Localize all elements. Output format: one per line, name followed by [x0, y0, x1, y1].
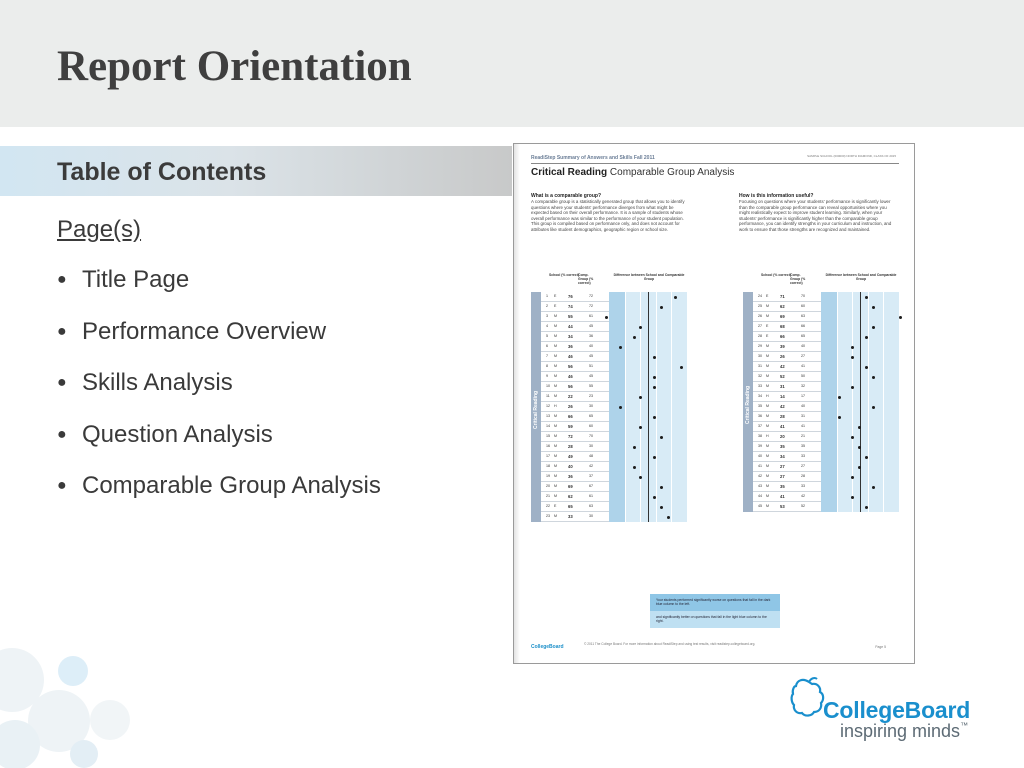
table-cell: 52	[780, 374, 785, 379]
table-cell: 29	[758, 344, 762, 348]
difference-dot	[653, 456, 656, 459]
difference-dot	[872, 306, 875, 309]
toc-item	[57, 266, 381, 318]
bullet-icon: ●	[57, 425, 67, 443]
difference-dot	[660, 506, 663, 509]
table-cell: 72	[589, 294, 593, 298]
difference-dot	[653, 376, 656, 379]
table-cell: 34	[568, 334, 573, 339]
trademark-mark: ™	[960, 721, 969, 730]
table-cell: 46	[568, 374, 573, 379]
table-cell: 23	[546, 514, 550, 518]
table-cell: 31	[758, 364, 762, 368]
table-cell: 14	[780, 394, 785, 399]
toc-item	[57, 421, 381, 473]
table-cell: M	[554, 474, 557, 478]
table-cell: 44	[568, 324, 573, 329]
difference-dot	[660, 306, 663, 309]
decor-circle	[90, 700, 130, 740]
table-cell: 8	[546, 364, 548, 368]
table-cell: 70	[589, 434, 593, 438]
table-cell: 62	[568, 494, 573, 499]
table-cell: 53	[780, 504, 785, 509]
decor-circle	[70, 740, 98, 768]
table-cell: 42	[780, 364, 785, 369]
table-cell: 26	[780, 354, 785, 359]
table-cell: M	[554, 324, 557, 328]
table-cell: M	[554, 314, 557, 318]
table-cell: 28	[801, 474, 805, 478]
table-cell: M	[554, 424, 557, 428]
toc-item	[57, 318, 381, 370]
table-cell: 33	[801, 484, 805, 488]
table-cell: 69	[568, 484, 573, 489]
table-cell: 42	[780, 404, 785, 409]
toc-item-label: Title Page	[82, 266, 190, 293]
table-cell: 42	[758, 474, 762, 478]
difference-dot	[619, 346, 622, 349]
table-cell: 43	[758, 484, 762, 488]
difference-dot	[660, 436, 663, 439]
table-cell: M	[554, 494, 557, 498]
table-cell: 17	[546, 454, 550, 458]
doc-paragraph-2: Focusing on questions where your students' performance is significantly lower than the comparable group performance can reveal opportunities where you might realistically expect to improve student learning. Similarly, when your students' performance is significantly higher than the comparable group performance, you can identify strengths in your curriculum and instruction, and work to ensure that those strengths are recognized and maintained.	[739, 199, 892, 232]
doc-paragraph-1: A comparable group is a statistically generated group that allows you to identify questions where your students' performance diverges from what might be expected based on their overall performance. It is a sample of students whose overall performance was similar to the performance of your student population. This group is compiled based on performance only, and does not account for attributes like student demographics, geographic region or school size.	[531, 199, 685, 232]
table-cell: 3	[546, 314, 548, 318]
difference-dot	[858, 466, 861, 469]
table-cell: 13	[546, 414, 550, 418]
table-cell: M	[554, 394, 557, 398]
table-cell: 18	[546, 464, 550, 468]
table-cell: 69	[780, 314, 785, 319]
toc-item-label: Question Analysis	[82, 420, 273, 448]
table-cell: E	[766, 334, 769, 338]
table-cell: 22	[546, 504, 550, 508]
table-cell: 49	[568, 454, 573, 459]
table-cell: 27	[758, 324, 762, 328]
table-cell: 63	[801, 314, 805, 318]
table-cell: 10	[546, 384, 550, 388]
bullet-icon: ●	[57, 322, 67, 340]
toc-item-label: Performance Overview	[82, 317, 327, 345]
table-cell: 39	[758, 444, 762, 448]
col-head-school: School (% correct)	[549, 273, 579, 277]
table-cell: 19	[546, 474, 550, 478]
difference-dot	[653, 386, 656, 389]
table-cell: M	[766, 484, 769, 488]
bullet-icon: ●	[57, 477, 67, 494]
table-cell: 30	[589, 404, 593, 408]
table-cell: 4	[546, 324, 548, 328]
table-cell: 67	[589, 484, 593, 488]
table-cell: 35	[780, 484, 785, 489]
table-cell: M	[766, 414, 769, 418]
table-cell: E	[766, 294, 769, 298]
table-cell: M	[554, 484, 557, 488]
table-cell: 39	[780, 344, 785, 349]
table-cell: 60	[589, 424, 593, 428]
table-cell: 9	[546, 374, 548, 378]
table-cell: M	[766, 454, 769, 458]
table-cell: 16	[546, 444, 550, 448]
table-cell: 11	[546, 394, 550, 398]
table-side-label: Critical Reading	[745, 385, 751, 424]
table-cell: 51	[589, 364, 593, 368]
table-cell: 41	[780, 424, 785, 429]
table-cell: E	[554, 294, 557, 298]
table-cell: 41	[801, 424, 805, 428]
toc-item	[57, 472, 381, 524]
table-cell: 46	[568, 354, 573, 359]
toc-item	[57, 369, 381, 421]
table-cell: 17	[801, 394, 805, 398]
table-cell: 2	[546, 304, 548, 308]
table-cell: 23	[589, 394, 593, 398]
difference-dot	[865, 366, 868, 369]
table-cell: 31	[801, 414, 805, 418]
difference-dot	[865, 456, 868, 459]
difference-dot	[605, 316, 608, 319]
table-cell: M	[766, 344, 769, 348]
doc-school-info: SAMPLE SCHOOL (000000) NORTH DIAMOND, CLASS OF 2015	[807, 154, 896, 158]
table-cell: 44	[758, 494, 762, 498]
table-cell: 30	[758, 354, 762, 358]
table-cell: 52	[801, 504, 805, 508]
table-cell: M	[766, 424, 769, 428]
table-cell: 45	[589, 374, 593, 378]
row-divider	[541, 521, 609, 522]
difference-dot	[653, 356, 656, 359]
table-cell: 33	[758, 384, 762, 388]
doc-question-1: What is a comparable group?	[531, 193, 602, 199]
table-cell: 27	[801, 354, 805, 358]
table-cell: 20	[780, 434, 785, 439]
table-cell: 37	[589, 474, 593, 478]
table-cell: 31	[780, 384, 785, 389]
table-cell: M	[766, 384, 769, 388]
table-cell: 59	[568, 424, 573, 429]
table-cell: 27	[801, 464, 805, 468]
table-cell: M	[554, 414, 557, 418]
table-cell: 27	[780, 474, 785, 479]
table-cell: M	[766, 374, 769, 378]
table-cell: 42	[801, 494, 805, 498]
col-head-comp: Comp. Group (% correct)	[578, 273, 594, 285]
table-cell: 26	[568, 404, 573, 409]
table-cell: 33	[568, 514, 573, 519]
table-cell: 56	[568, 384, 573, 389]
table-cell: M	[766, 314, 769, 318]
doc-heading	[531, 167, 734, 178]
table-cell: 27	[780, 464, 785, 469]
table-cell: 50	[801, 374, 805, 378]
legend-light-text: and significantly better on questions that fall in the light blue column to the right.	[656, 615, 767, 623]
table-cell: 34	[780, 454, 785, 459]
table-cell: 26	[758, 314, 762, 318]
table-cell: 38	[758, 434, 762, 438]
legend-dark-text: Your students performed significantly worse on questions that fall in the dark blue column to the left.	[656, 598, 771, 606]
table-cell: 28	[758, 334, 762, 338]
table-cell: 71	[780, 294, 785, 299]
difference-dot	[838, 416, 841, 419]
table-cell: 55	[568, 314, 573, 319]
table-cell: 40	[801, 404, 805, 408]
table-cell: 1	[546, 294, 548, 298]
table-cell: 24	[758, 294, 762, 298]
table-cell: 28	[568, 444, 573, 449]
table-cell: 40	[801, 344, 805, 348]
table-cell: M	[554, 434, 557, 438]
table-cell: 65	[568, 504, 573, 509]
table-cell: 68	[780, 324, 785, 329]
table-cell: 45	[589, 324, 593, 328]
table-cell: 34	[758, 394, 762, 398]
difference-dot	[838, 396, 841, 399]
table-cell: M	[554, 344, 557, 348]
table-cell: 61	[589, 314, 593, 318]
table-cell: 30	[589, 514, 593, 518]
difference-dot	[858, 446, 861, 449]
table-cell: 41	[758, 464, 762, 468]
difference-dot	[660, 486, 663, 489]
table-cell: 65	[801, 334, 805, 338]
col-head-diff: Difference between School and Comparable Group	[825, 273, 897, 281]
table-cell: 5	[546, 334, 548, 338]
table-cell: 66	[568, 414, 573, 419]
report-page-thumbnail	[513, 143, 915, 664]
table-cell: 56	[568, 364, 573, 369]
doc-question-2: How is this information useful?	[739, 193, 814, 199]
table-cell: 36	[568, 344, 573, 349]
table-cell: 30	[589, 444, 593, 448]
table-cell: 32	[801, 384, 805, 388]
page-edge-shadow	[514, 144, 520, 663]
legend-box	[650, 594, 780, 628]
table-cell: 66	[780, 334, 785, 339]
table-cell: M	[766, 494, 769, 498]
table-cell: 55	[589, 384, 593, 388]
difference-dot	[619, 406, 622, 409]
table-cell: 21	[801, 434, 805, 438]
table-cell: 62	[780, 304, 785, 309]
doc-heading-light: Comparable Group Analysis	[609, 167, 735, 178]
bullet-icon: ●	[57, 374, 67, 391]
table-cell: M	[766, 504, 769, 508]
difference-dot	[899, 316, 902, 319]
doc-heading-bold: Critical Reading	[531, 167, 608, 178]
logo-wordmark: CollegeBoard	[823, 697, 971, 723]
table-cell: 22	[568, 394, 573, 399]
table-cell: M	[766, 354, 769, 358]
table-cell: 70	[801, 294, 805, 298]
logo-tagline	[840, 721, 968, 742]
table-side-label: Critical Reading	[533, 390, 539, 429]
table-cell: 72	[568, 434, 573, 439]
table-cell: 12	[546, 404, 550, 408]
table-cell: M	[766, 404, 769, 408]
difference-dot	[872, 376, 875, 379]
table-cell: 7	[546, 354, 548, 358]
table-cell: M	[554, 444, 557, 448]
table-cell: M	[766, 444, 769, 448]
table-cell: H	[766, 434, 769, 438]
table-cell: 28	[780, 414, 785, 419]
difference-dot	[633, 446, 636, 449]
table-cell: M	[554, 364, 557, 368]
doc-running-title: ReadiStep Summary of Answers and Skills Fall 2011	[531, 155, 655, 161]
doc-rule	[531, 163, 899, 164]
table-cell: M	[766, 304, 769, 308]
acorn-icon	[789, 676, 827, 734]
table-cell: 60	[801, 304, 805, 308]
difference-dot	[865, 336, 868, 339]
col-head-comp: Comp. Group (% correct)	[790, 273, 806, 285]
table-cell: M	[554, 464, 557, 468]
col-head-diff: Difference between School and Comparable Group	[613, 273, 685, 281]
decor-circle	[58, 656, 88, 686]
difference-dot	[667, 516, 670, 519]
toc-list	[57, 266, 381, 524]
table-cell: 41	[801, 364, 805, 368]
table-cell: 40	[589, 344, 593, 348]
table-cell: M	[554, 354, 557, 358]
doc-footer-page: Page 5	[875, 645, 886, 649]
table-cell: 45	[589, 354, 593, 358]
table-cell: M	[554, 384, 557, 388]
table-cell: 41	[780, 494, 785, 499]
difference-dot	[858, 426, 861, 429]
table-cell: M	[554, 514, 557, 518]
difference-dot	[872, 326, 875, 329]
table-cell: 25	[758, 304, 762, 308]
table-cell: 14	[546, 424, 550, 428]
table-cell: M	[554, 334, 557, 338]
table-cell: 65	[589, 414, 593, 418]
toc-item-label: Comparable Group Analysis	[82, 472, 381, 499]
table-cell: 15	[546, 434, 550, 438]
table-cell: M	[766, 364, 769, 368]
table-cell: M	[766, 474, 769, 478]
table-cell: 37	[758, 424, 762, 428]
slide-title: Report Orientation	[57, 43, 412, 90]
pages-label: Page(s)	[57, 216, 142, 243]
toc-heading: Table of Contents	[57, 158, 267, 186]
table-cell: 76	[568, 294, 573, 299]
table-cell: E	[766, 324, 769, 328]
table-cell: 40	[568, 464, 573, 469]
col-head-school: School (% correct)	[761, 273, 791, 277]
doc-footer-text: © 2011 The College Board. For more information about ReadiStep and using test results, visit readistep.collegeboard.org.	[584, 642, 756, 646]
doc-footer-logo: CollegeBoard	[531, 644, 564, 650]
table-cell: 61	[589, 494, 593, 498]
difference-dot	[653, 496, 656, 499]
difference-dot	[872, 406, 875, 409]
table-cell: M	[766, 464, 769, 468]
difference-dot	[633, 466, 636, 469]
table-cell: H	[766, 394, 769, 398]
difference-dot	[633, 336, 636, 339]
table-cell: E	[554, 504, 557, 508]
collegeboard-logo	[789, 676, 989, 742]
toc-item-label: Skills Analysis	[82, 369, 233, 396]
table-cell: 21	[546, 494, 550, 498]
difference-dot	[872, 486, 875, 489]
table-cell: M	[554, 454, 557, 458]
table-cell: 42	[589, 464, 593, 468]
bullet-icon: ●	[57, 271, 67, 288]
table-cell: 74	[568, 304, 573, 309]
table-cell: 35	[801, 444, 805, 448]
table-cell: 33	[801, 454, 805, 458]
table-cell: 32	[758, 374, 762, 378]
table-cell: 36	[589, 334, 593, 338]
table-cell: H	[554, 404, 557, 408]
table-cell: 66	[801, 324, 805, 328]
table-cell: 36	[568, 474, 573, 479]
table-cell: M	[554, 374, 557, 378]
table-cell: 6	[546, 344, 548, 348]
table-cell: 36	[758, 414, 762, 418]
logo-tagline-text: inspiring minds	[840, 721, 961, 741]
difference-dot	[653, 416, 656, 419]
difference-dot	[674, 296, 677, 299]
table-cell: 20	[546, 484, 550, 488]
difference-dot	[865, 506, 868, 509]
table-cell: 45	[758, 504, 762, 508]
row-divider	[753, 511, 821, 512]
table-cell: 40	[758, 454, 762, 458]
table-cell: 35	[780, 444, 785, 449]
table-cell: E	[554, 304, 557, 308]
difference-dot	[865, 296, 868, 299]
table-cell: 48	[589, 454, 593, 458]
table-cell: 72	[589, 304, 593, 308]
table-cell: 35	[758, 404, 762, 408]
table-cell: 63	[589, 504, 593, 508]
